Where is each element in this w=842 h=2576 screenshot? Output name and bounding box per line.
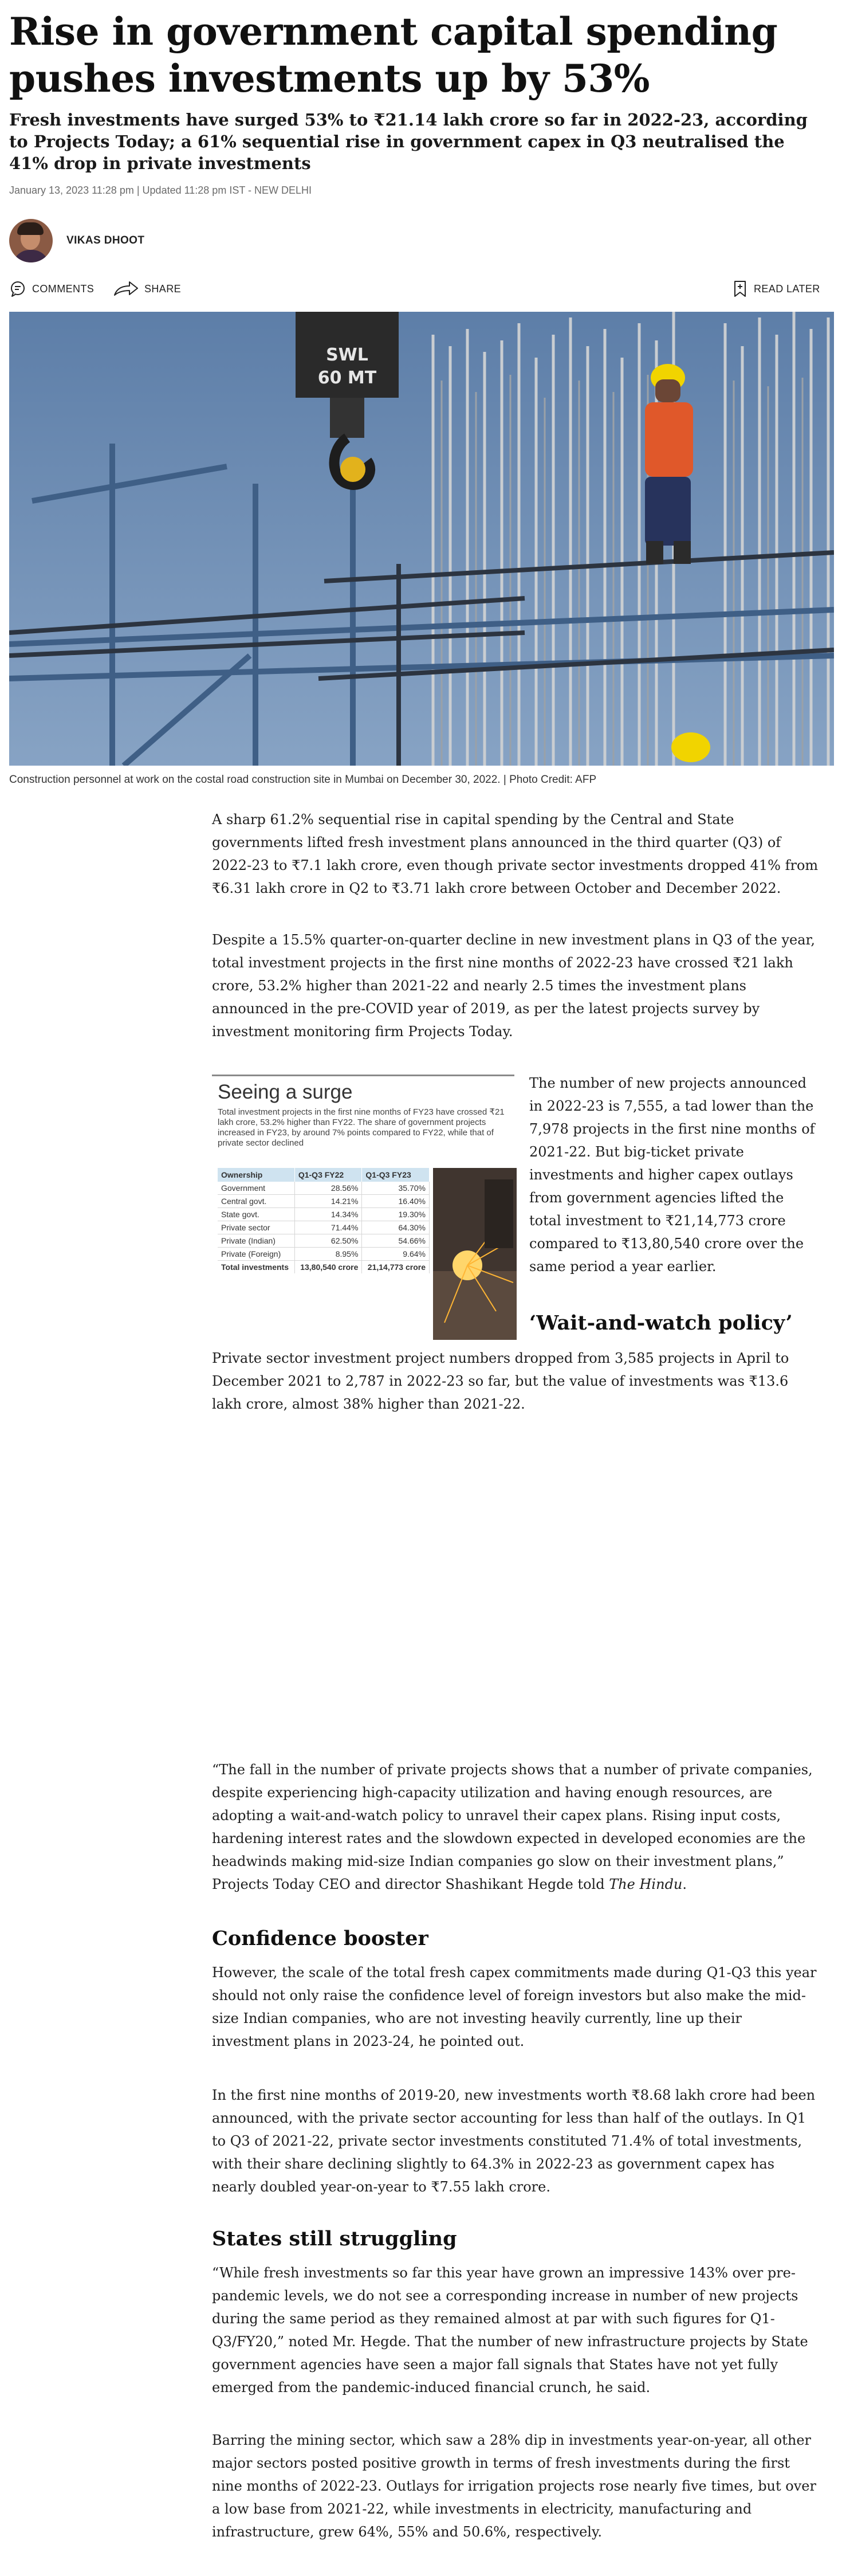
updated-time: Updated 11:28 pm IST - NEW DELHI	[142, 185, 312, 196]
author-avatar[interactable]	[9, 219, 53, 262]
inset-graphic	[212, 1075, 514, 1340]
table-cell: 13,80,540 crore	[294, 1261, 362, 1274]
table-cell: 71.44%	[294, 1221, 362, 1234]
table-row	[218, 1182, 430, 1195]
table-row	[218, 1248, 430, 1261]
heading-confidence-booster: Confidence booster	[212, 1927, 428, 1950]
table-cell: 54.66%	[362, 1234, 430, 1248]
table-row	[218, 1195, 430, 1208]
published-time: January 13, 2023 11:28 pm	[9, 185, 134, 196]
dateline-separator: |	[136, 185, 140, 196]
share-icon	[113, 280, 139, 297]
paragraph-5	[212, 1758, 819, 1896]
hero-photo	[9, 312, 834, 766]
table-cell: Government	[218, 1182, 294, 1195]
inset-welding-photo	[433, 1168, 517, 1340]
column-header: Ownership	[218, 1168, 294, 1182]
publication-name: The Hindu	[609, 1876, 683, 1892]
table-cell: Private (Indian)	[218, 1234, 294, 1248]
table-row	[218, 1234, 430, 1248]
paragraph-2: Despite a 15.5% quarter-on-quarter decline in new investment plans in Q3 of the year, total investment projects in the first nine months of 2022-23 have crossed ₹21 lakh crore, 53.2% higher than 2021-22 and nearly 2.5 times the investment plans announced in the pre-COVID year of 2019, as per the latest projects survey by investment monitoring firm Projects Today.	[212, 932, 815, 1040]
column-header: Q1-Q3 FY22	[294, 1168, 362, 1182]
paragraph-4: Private sector investment project numbers dropped from 3,585 projects in April to December 2021 to 2,787 in 2022-23 so far, but the value of investments was ₹13.6 lakh crore, almost 38% higher than 2021-22.	[212, 1350, 789, 1412]
paragraph-8: “While fresh investments so far this year have grown an impressive 143% over pre-pandemic levels, we do not see a corresponding increase in number of new projects during the same period as they remained almost at par with such figures for Q1-Q3/FY20,” noted Mr. Hegde. That the number of new infrastructure projects by State government agencies have seen a major fall signals that States have not yet fully emerged from the pandemic-induced financial crunch, he said.	[212, 2265, 808, 2395]
table-row	[218, 1208, 430, 1221]
read-later-label: READ LATER	[754, 283, 820, 295]
heading-states-struggling: States still struggling	[212, 2227, 457, 2250]
table-cell: 19.30%	[362, 1208, 430, 1221]
construction-site-illustration	[9, 312, 834, 766]
table-cell: Total investments	[218, 1261, 294, 1274]
author-block[interactable]	[9, 218, 144, 264]
comments-button[interactable]	[9, 277, 94, 300]
table-cell: 9.64%	[362, 1248, 430, 1261]
table-cell: 28.56%	[294, 1182, 362, 1195]
heading-wait-and-watch: ‘Wait-and-watch policy’	[529, 1311, 793, 1335]
paragraph-9: Barring the mining sector, which saw a 28% dip in investments year-on-year, all other major sectors posted positive growth in terms of fresh investments during the first nine months of 2022-23. Outlays for irrigation projects rose nearly five times, but over a low base from 2021-22, while investments in electricity, manufacturing and infrastructure, grew 64%, 55% and 50.6%, respectively.	[212, 2432, 816, 2540]
table-total-row	[218, 1261, 430, 1274]
paragraph-1: A sharp 61.2% sequential rise in capital spending by the Central and State governments lifted fresh investment plans announced in the third quarter (Q3) of 2022-23 to ₹7.1 lakh crore, even though private sector investments dropped 41% from ₹6.31 lakh crore in Q2 to ₹3.71 lakh crore between October and December 2022.	[212, 811, 819, 896]
share-label: SHARE	[144, 283, 182, 295]
quote-end: .	[682, 1876, 687, 1892]
table-cell: State govt.	[218, 1208, 294, 1221]
read-later-button[interactable]	[732, 277, 820, 300]
article-headline: Rise in government capital spending pushes investments up by 53%	[9, 9, 778, 101]
author-name[interactable]: VIKAS DHOOT	[66, 234, 145, 246]
table-row	[218, 1221, 430, 1234]
inset-description: Total investment projects in the first nine months of FY23 have crossed ₹21 lakh crore, 53.2% higher than FY22. The share of government projects increased in FY23, by around 7% points compared to FY22, while that of private sector declined	[218, 1107, 505, 1148]
table-cell: Private sector	[218, 1221, 294, 1234]
table-cell: 8.95%	[294, 1248, 362, 1261]
article-subheadline: Fresh investments have surged 53% to ₹21.14 lakh crore so far in 2022-23, according to Projects Today; a 61% sequential rise in government capex in Q3 neutralised the 41% drop in private investments	[9, 110, 808, 173]
column-header: Q1-Q3 FY23	[362, 1168, 430, 1182]
share-button[interactable]	[113, 277, 181, 300]
svg-text:SWL: SWL	[326, 345, 368, 365]
article-actions	[9, 277, 834, 300]
table-cell: 16.40%	[362, 1195, 430, 1208]
table-header-row	[218, 1168, 430, 1182]
comment-icon	[9, 280, 26, 297]
paragraph-7: In the first nine months of 2019-20, new investments worth ₹8.68 lakh crore had been announced, with the private sector accounting for less than half of the outlays. In Q1 to Q3 of 2021-22, private sector investments constituted 71.4% of total investments, with their share declining slightly to 64.3% in 2022-23 as government capex has nearly doubled year-on-year to ₹7.55 lakh crore.	[212, 2087, 816, 2195]
table-cell: 21,14,773 crore	[362, 1261, 430, 1274]
table-cell: Private (Foreign)	[218, 1248, 294, 1261]
quote-text: “The fall in the number of private projects shows that a number of private companies, despite experiencing high-capacity utilization and having enough resources, are adopting a wait-and-watch policy to unravel their capex plans. Rising input costs, hardening interest rates and the slowdown expected in developed economies are the headwinds making mid-size Indian companies go slow on their investment plans,” Projects Today CEO and director Shashikant Hegde told	[212, 1762, 813, 1892]
table-cell: 14.21%	[294, 1195, 362, 1208]
hero-caption: Construction personnel at work on the costal road construction site in Mumbai on December 30, 2022. | Photo Credit: AFP	[9, 774, 597, 786]
bookmark-icon	[732, 280, 748, 298]
ownership-table	[218, 1168, 430, 1273]
paragraph-6: However, the scale of the total fresh capex commitments made during Q1-Q3 this year should not only raise the confidence level of foreign investors but also make the mid-size Indian companies, who are not investing heavily currently, line up their investment plans in 2023-24, he pointed out.	[212, 1965, 817, 2049]
table-cell: 62.50%	[294, 1234, 362, 1248]
svg-text:60 MT: 60 MT	[317, 368, 377, 388]
comments-label: COMMENTS	[32, 283, 95, 295]
table-cell: Central govt.	[218, 1195, 294, 1208]
table-cell: 14.34%	[294, 1208, 362, 1221]
inset-title: Seeing a surge	[218, 1081, 353, 1103]
dateline	[9, 185, 312, 197]
table-cell: 64.30%	[362, 1221, 430, 1234]
paragraph-3: The number of new projects announced in 2022-23 is 7,555, a tad lower than the 7,978 projects in the first nine months of 2021-22. But big-ticket private investments and higher capex outlays from government agencies lifted the total investment to ₹21,14,773 crore compared to ₹13,80,540 crore over the same period a year earlier.	[529, 1075, 815, 1275]
table-cell: 35.70%	[362, 1182, 430, 1195]
